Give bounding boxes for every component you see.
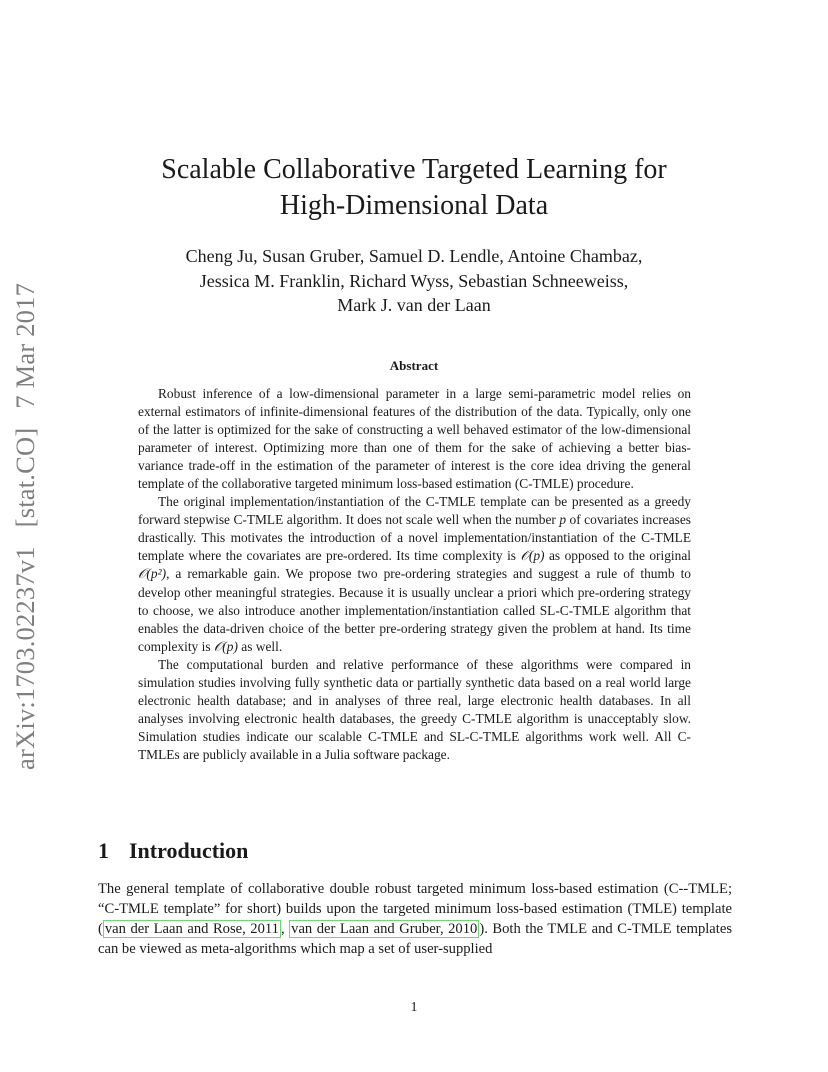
citation-link-rose-2011[interactable]: van der Laan and Rose, 2011 bbox=[104, 921, 279, 937]
abstract-paragraph-1: Robust inference of a low-dimensional parameter in a large semi-parametric model relies on external estimators of infinite-dimensional features of the distribution of the data. Typically, only one of the latter is optimized for the sake of constructing a well behaved estimator of the low-dimensional parameter of interest. Optimizing more than one of them for the sake of achieving a better bias-variance trade-off in the estimation of the parameter of interest is the core idea driving the general template of the collaborative targeted minimum loss-based estimation (C-TMLE) procedure. bbox=[138, 386, 691, 492]
citation-link-gruber-2010[interactable]: van der Laan and Gruber, 2010 bbox=[291, 921, 478, 937]
abstract-p2-text: as well. bbox=[237, 638, 283, 654]
math-p: p bbox=[559, 512, 567, 528]
abstract-p2-text: of covariates increases drastically. This motivates the introduction of a novel implementation/instantiation of the C-TMLE template where the covariates are pre-ordered. Its time complexity is bbox=[138, 512, 692, 564]
section-number: 1 bbox=[98, 838, 109, 863]
arxiv-side-stamp bbox=[10, 250, 41, 770]
page-number: 1 bbox=[410, 1000, 418, 1015]
intro-text: ). Both the TMLE and C-TMLE templates can be viewed as meta-algorithms which map a set of user-supplied bbox=[98, 921, 732, 957]
section-heading-introduction bbox=[98, 838, 248, 864]
section-title-text: Introduction bbox=[129, 838, 249, 863]
paper-title bbox=[0, 152, 828, 224]
abstract-body bbox=[138, 385, 691, 764]
paper-title-line-2: High-Dimensional Data bbox=[279, 190, 549, 221]
author-list bbox=[0, 244, 828, 318]
arxiv-date: 7 Mar 2017 bbox=[10, 282, 40, 409]
author-line-1: Cheng Ju, Susan Gruber, Samuel D. Lendle, Antoine Chambaz, bbox=[185, 246, 643, 266]
abstract-p2-text: The original implementation/instantiation of the C-TMLE template can be presented as a greedy forward stepwise C-TMLE algorithm. It does not scale well when the number bbox=[138, 494, 691, 528]
arxiv-id: arXiv:1703.02237v1 bbox=[10, 546, 40, 770]
abstract-paragraph-3: The computational burden and relative performance of these algorithms were compared in simulation studies involving fully synthetic data or partially synthetic data based on a real world large electronic health database; and in analyses of three real, large electronic health databases. In all analyses involving electronic health databases, the greedy C-TMLE algorithm is unacceptably slow. Simulation studies indicate our scalable C-TMLE and SL-C-TMLE algorithms work well. All C-TMLEs are publicly available in a Julia software package. bbox=[138, 656, 691, 762]
intro-text: , bbox=[280, 921, 290, 937]
author-line-2: Jessica M. Franklin, Richard Wyss, Sebastian Schneeweiss, bbox=[199, 270, 629, 291]
intro-paragraph-1 bbox=[98, 879, 732, 959]
math-complexity-quadratic: 𝒪(p²) bbox=[138, 566, 167, 582]
introduction-body bbox=[98, 879, 732, 959]
paper-title-line-1: Scalable Collaborative Targeted Learning for bbox=[161, 154, 667, 185]
abstract-heading: Abstract bbox=[389, 358, 439, 373]
abstract-p2-text: as opposed to the original bbox=[544, 548, 691, 564]
arxiv-category: [stat.CO] bbox=[10, 427, 40, 528]
math-complexity-linear: 𝒪(p) bbox=[520, 548, 545, 564]
intro-text: The general template of collaborative double robust targeted minimum loss-based estimation (C--TMLE; “C-TMLE template” for short) builds upon the targeted minimum loss-based estimation (TMLE) template ( bbox=[98, 881, 732, 937]
author-line-3: Mark J. van der Laan bbox=[337, 295, 491, 315]
abstract-p2-text: , a remarkable gain. We propose two pre-ordering strategies and suggest a rule of thumb to develop other meaningful strategies. Because it is usually unclear a priori which pre-ordering strategy to choose, we also introduce another implementation/instantiation called SL-C-TMLE algorithm that enables the data-driven choice of the better pre-ordering strategy given the problem at hand. Its time complexity is bbox=[138, 566, 691, 654]
math-complexity-linear-2: 𝒪(p) bbox=[213, 638, 238, 654]
abstract-paragraph-2 bbox=[138, 493, 691, 655]
